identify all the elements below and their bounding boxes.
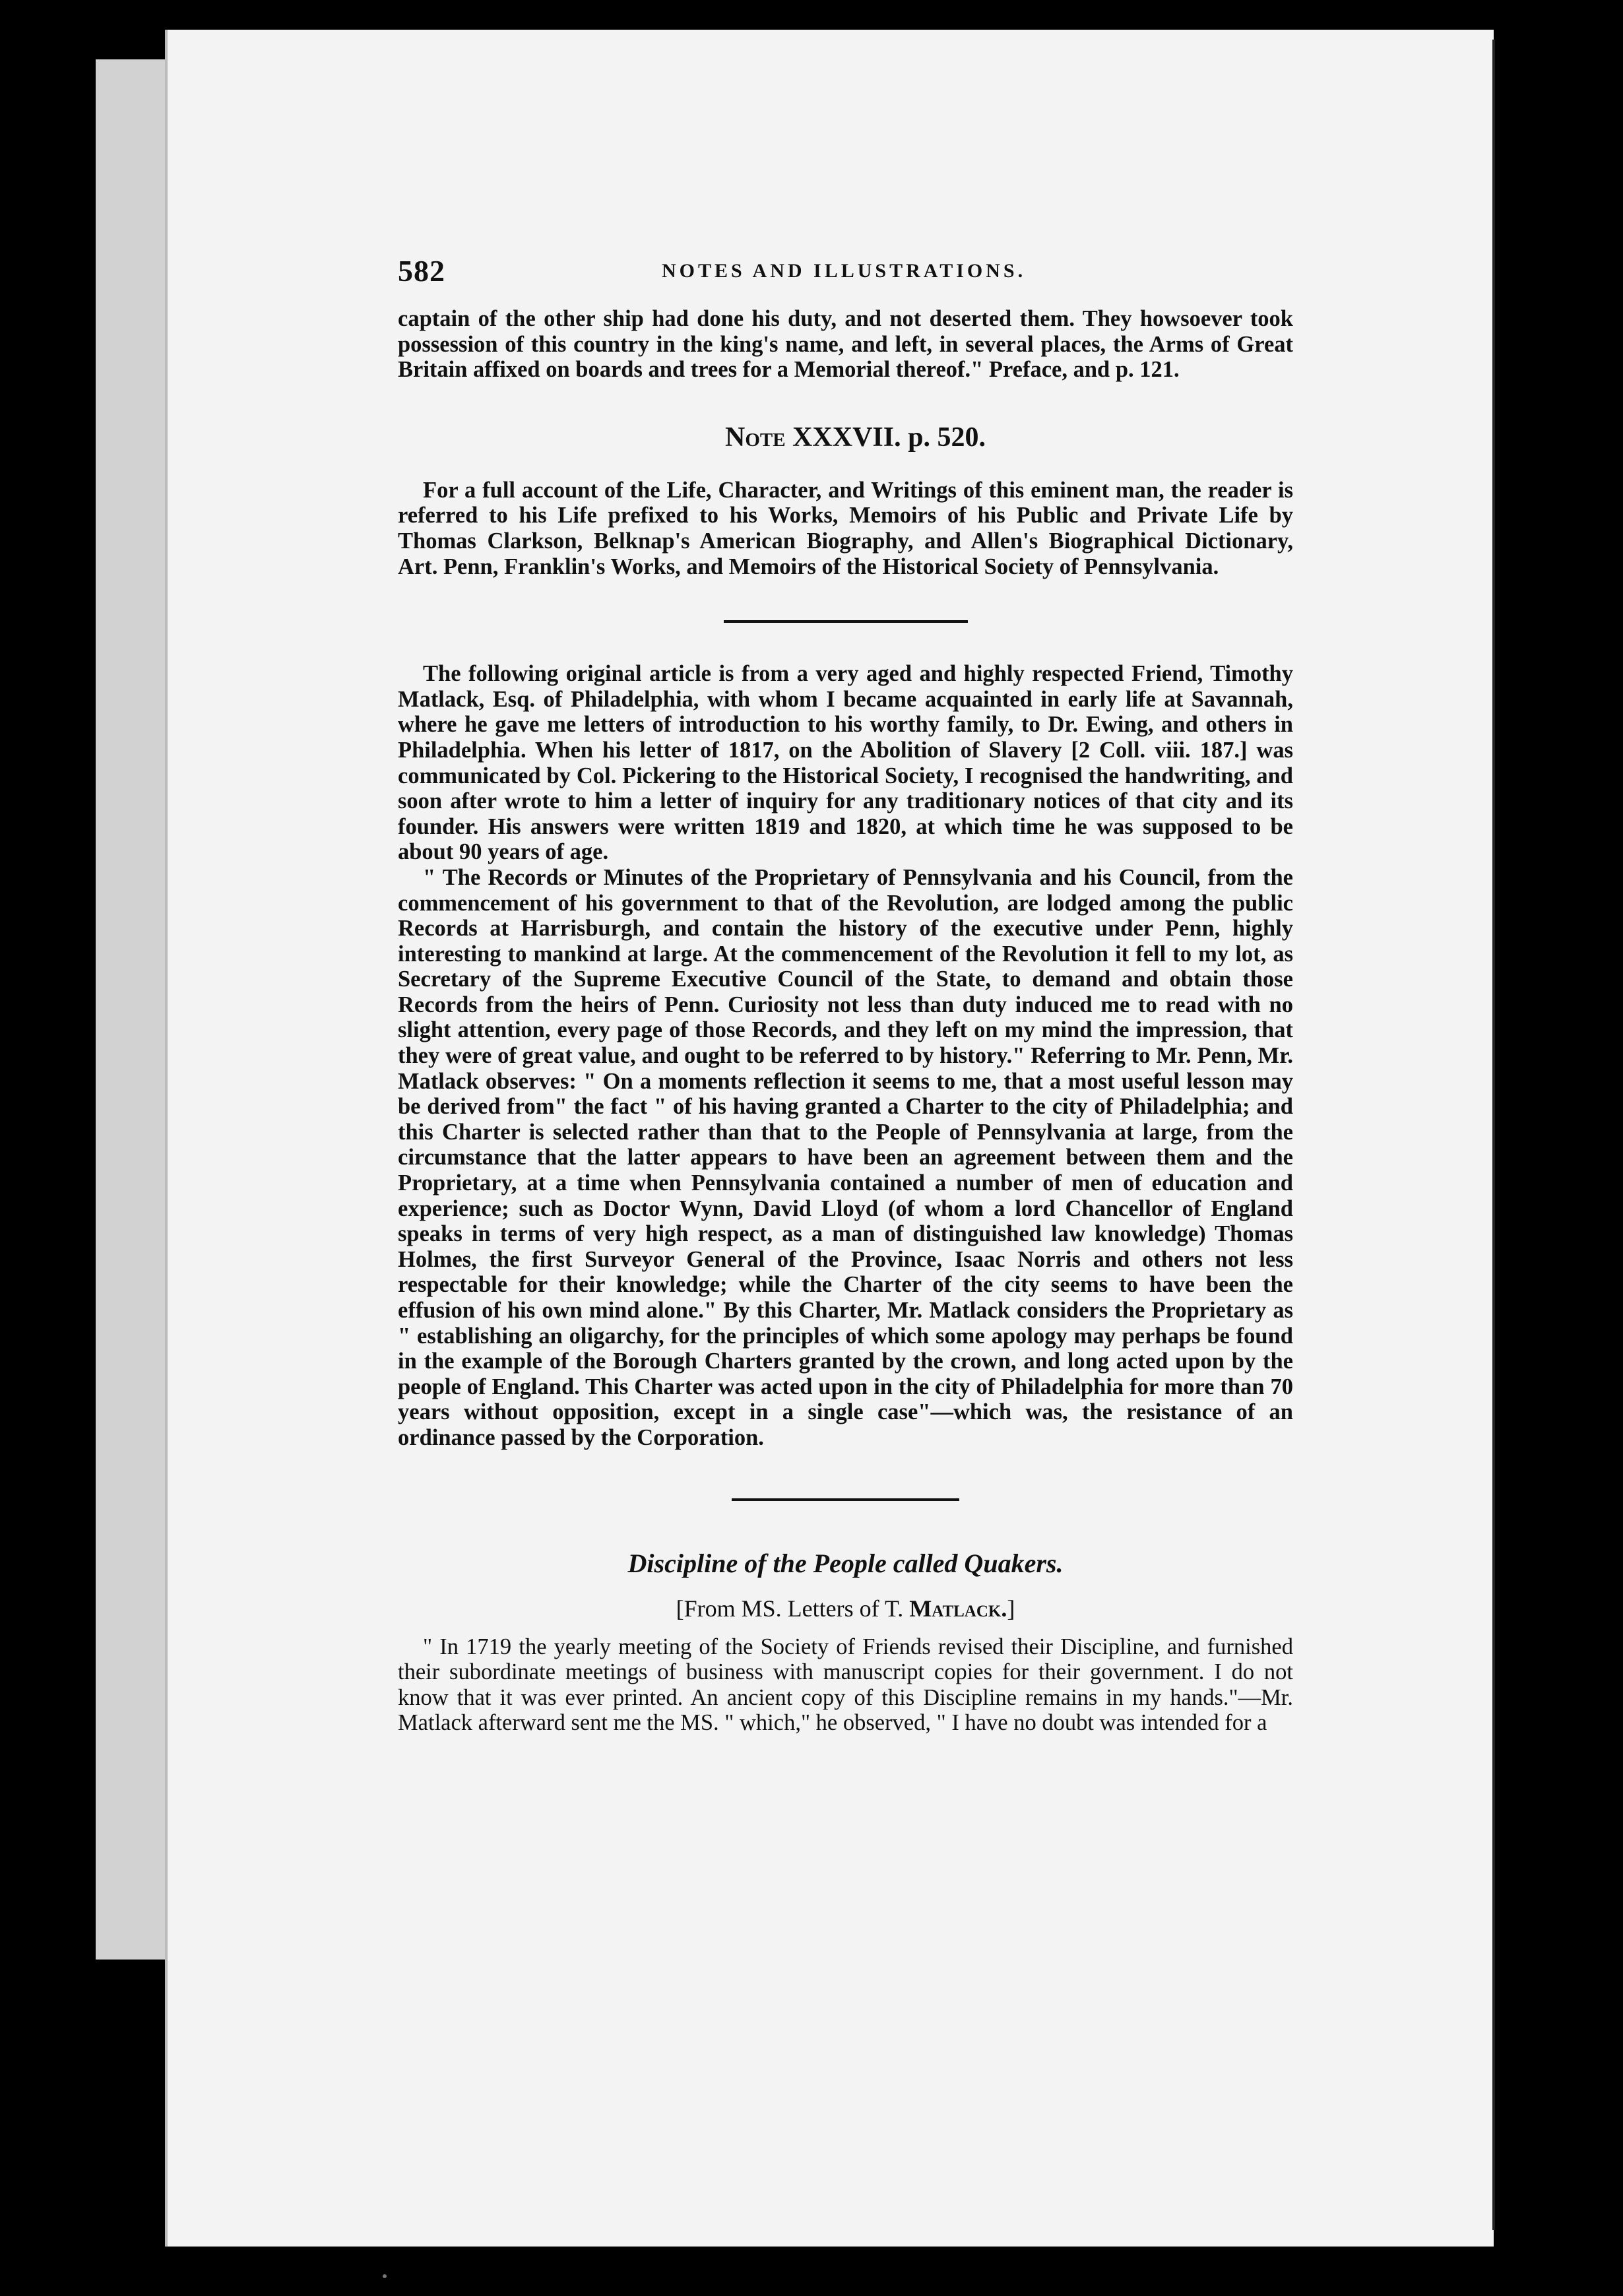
running-head: [398, 253, 1293, 306]
section-source: [398, 1593, 1293, 1624]
note-label: Note XXXVII.: [725, 422, 901, 453]
section-body: " In 1719 the yearly meeting of the Society of Friends revised their Discipline, and furnished their subordinate meetings of business with manuscript copies for their government. I do not know that it was ever printed. An ancient copy of this Discipline remains in my hands."—Mr. Matlack afterward sent me the MS. " which," he observed, " I have no doubt was intended for a: [398, 1634, 1293, 1736]
running-title: NOTES AND ILLUSTRATIONS.: [662, 260, 1027, 282]
paper-speck: [383, 2274, 387, 2278]
matlack-paragraph-2: " The Records or Minutes of the Proprietary of Pennsylvania and his Council, from the commencement of his government to that of the Revolution, are lodged among the public Records at Harrisburgh, and contain the history of the executive under Penn, highly interesting to mankind at large. At the commencement of the Revolution it fell to my lot, as Secretary of the Supreme Executive Council of the State, to demand and obtain those Records from the heirs of Penn. Curiosity not less than duty induced me to read with no slight attention, every page of those Records, and they left on my mind the impression, that they were of great value, and ought to be referred to by history." Referring to Mr. Penn, Mr. Matlack observes: " On a moments reflection it seems to me, that a most useful lesson may be derived from" the fact " of his having granted a Charter to the city of Philadelphia; and this Charter is selected rather than that to the People of Pennsylvania at large, from the circumstance that the latter appears to have been an agreement between them and the Proprietary, at a time when Pennsylvania contained a number of men of education and experience; such as Doctor Wynn, David Lloyd (of whom a lord Chancellor of England speaks in terms of very high respect, as a man of distinguished law knowledge) Thomas Holmes, the first Surveyor General of the Province, Isaac Norris and others not less respectable for their knowledge; while the Charter of the city seems to have been the effusion of his own mind alone." By this Charter, Mr. Matlack considers the Proprietary as " establishing an oligarchy, for the principles of which some apology may perhaps be found in the example of the Borough Charters granted by the crown, and long acted upon by the people of England. This Charter was acted upon in the city of Philadelphia for more than 70 years without opposition, except in a single case"—which was, the resistance of an ordinance passed by the Corporation.: [398, 864, 1293, 1450]
intro-paragraph: captain of the other ship had done his duty, and not deserted them. They howsoever took possession of this country in the king's name, and left, in several places, the Arms of Great Britain affixed on boards and trees for a Memorial thereof." Preface, and p. 121.: [398, 306, 1293, 383]
source-prefix: [From MS. Letters of T.: [676, 1595, 904, 1622]
page-number: 582: [398, 254, 445, 288]
note-paragraph: For a full account of the Life, Character, and Writings of this eminent man, the reader is referred to his Life prefixed to his Works, Memoirs of his Public and Private Life by Thomas Clarkson, Belknap's American Biography, and Allen's Biographical Dictionary, Art. Penn, Franklin's Works, and Memoirs of the Historical Society of Pennsylvania.: [398, 477, 1293, 579]
discipline-section: [398, 1547, 1293, 1736]
source-name: Matlack.: [909, 1595, 1007, 1622]
section-title: Discipline of the People called Quakers.: [627, 1548, 1064, 1578]
page-edge-shadow: [1492, 40, 1495, 2230]
page-content: [398, 253, 1293, 1736]
section-divider: [724, 620, 968, 623]
back-page-edge: [96, 59, 175, 1960]
note-heading: [398, 421, 1293, 454]
matlack-paragraph-1: The following original article is from a very aged and highly respected Friend, Timothy Matlack, Esq. of Philadelphia, with whom I became acquainted in early life at Savannah, where he gave me letters of introduction to his worthy family, to Dr. Ewing, and others in Philadelphia. When his letter of 1817, on the Abolition of Slavery [2 Coll. viii. 187.] was communicated by Col. Pickering to the Historical Society, I recognised the handwriting, and soon after wrote to him a letter of inquiry for any traditionary notices of that city and its founder. His answers were written 1819 and 1820, at which time he was supposed to be about 90 years of age.: [398, 661, 1293, 865]
note-page-reference: p. 520.: [908, 422, 986, 453]
section-divider-2: [732, 1498, 959, 1501]
source-suffix: ]: [1007, 1595, 1015, 1622]
